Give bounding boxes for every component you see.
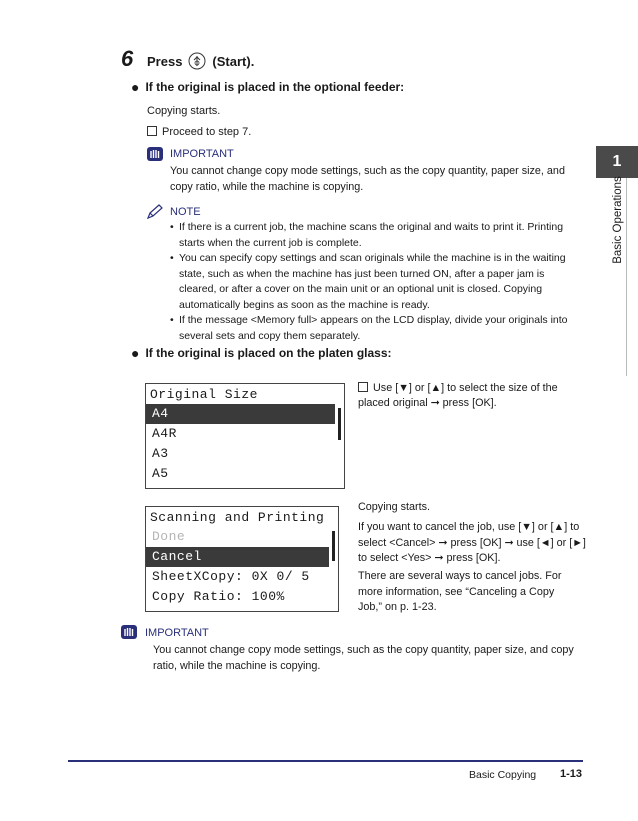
page-number: 1-13 (560, 768, 583, 780)
important-hand-icon (146, 146, 164, 167)
lcd-scrollbar (338, 408, 341, 440)
heading-text: If the original is placed in the optional feeder: (145, 80, 405, 94)
footer-rule (68, 760, 583, 762)
sidebar-rule (626, 146, 627, 376)
important-text: You cannot change copy mode settings, such as the copy quantity, paper size, and copy ratio, while the machine is copying. (170, 165, 565, 193)
lcd-original-size (145, 383, 345, 489)
lcd-row[interactable]: A4 (146, 404, 335, 424)
note-label: NOTE (170, 206, 201, 218)
note-item: • You can specify copy settings and scan originals while the machine is in the waiting state, such as when the machine has just been turned ON, after a paper jam is cleared, or after a cover on the main unit or an optional unit is closed. Copying automatically begins as soon as the machine is ready. (170, 251, 582, 313)
press-label: Press (147, 53, 183, 69)
lcd-row[interactable]: SheetXCopy: 0X 0/ 5 (152, 569, 310, 584)
step-instruction (147, 52, 254, 70)
heading-text: If the original is placed on the platen glass: (145, 346, 392, 360)
lcd-row[interactable]: A5 (152, 466, 169, 481)
cancel-ways-text: There are several ways to cancel jobs. For more information, see “Canceling a Copy Job,” on p. 1-23. (358, 570, 562, 613)
checkbox-bullet-icon (147, 126, 157, 136)
bullet-icon: ● (131, 79, 140, 95)
copying-starts-text-2: Copying starts. (358, 501, 431, 513)
bullet-icon: ● (131, 345, 140, 361)
important-label: IMPORTANT (170, 148, 234, 160)
note-pencil-icon (146, 204, 166, 225)
cancel-instruction: If you want to cancel the job, use [▼] or [▲] to select <Cancel> ➞ press [OK] ➞ use [◄] or [►] to select <Yes> ➞ press [OK]. (358, 521, 586, 564)
note-item: • If there is a current job, the machine scans the original and waits to print it. Printing starts when the current job is complete. (170, 220, 582, 251)
step-number: 6 (121, 46, 134, 71)
chapter-title: Basic Operations (612, 176, 624, 264)
lcd-row[interactable]: Cancel (146, 547, 329, 567)
proceed-text: Proceed to step 7. (162, 126, 252, 138)
lcd1-instruction (358, 381, 578, 411)
lcd-row[interactable]: A4R (152, 426, 177, 441)
section-heading-feeder (131, 79, 404, 95)
lcd-row[interactable]: Copy Ratio: 100% (152, 589, 285, 604)
start-key-icon (188, 52, 206, 70)
important-text-2: You cannot change copy mode settings, such as the copy quantity, paper size, and copy ratio, while the machine is copying. (153, 644, 574, 672)
lcd-scrollbar (332, 531, 335, 561)
instruction-text: Use [▼] or [▲] to select the size of the placed original ➞ press [OK]. (358, 382, 558, 409)
footer-section: Basic Copying (469, 769, 537, 781)
important-hand-icon (120, 624, 138, 645)
proceed-step (147, 124, 251, 140)
chapter-tab: 1 (596, 146, 638, 178)
checkbox-bullet-icon (358, 382, 368, 392)
copying-starts-text: Copying starts. (147, 105, 221, 117)
start-label: (Start). (212, 53, 255, 69)
lcd-title: Original Size (150, 387, 258, 402)
lcd-row[interactable]: A3 (152, 446, 169, 461)
important-label-2: IMPORTANT (145, 627, 209, 639)
section-heading-platen (131, 345, 392, 361)
lcd-title: Scanning and Printing (150, 510, 325, 525)
lcd-scanning-printing (145, 506, 339, 612)
note-item: • If the message <Memory full> appears on the LCD display, divide your originals into several sets and copy them separately. (170, 313, 582, 344)
note-list (170, 220, 582, 344)
lcd-row[interactable]: Done (152, 529, 186, 544)
